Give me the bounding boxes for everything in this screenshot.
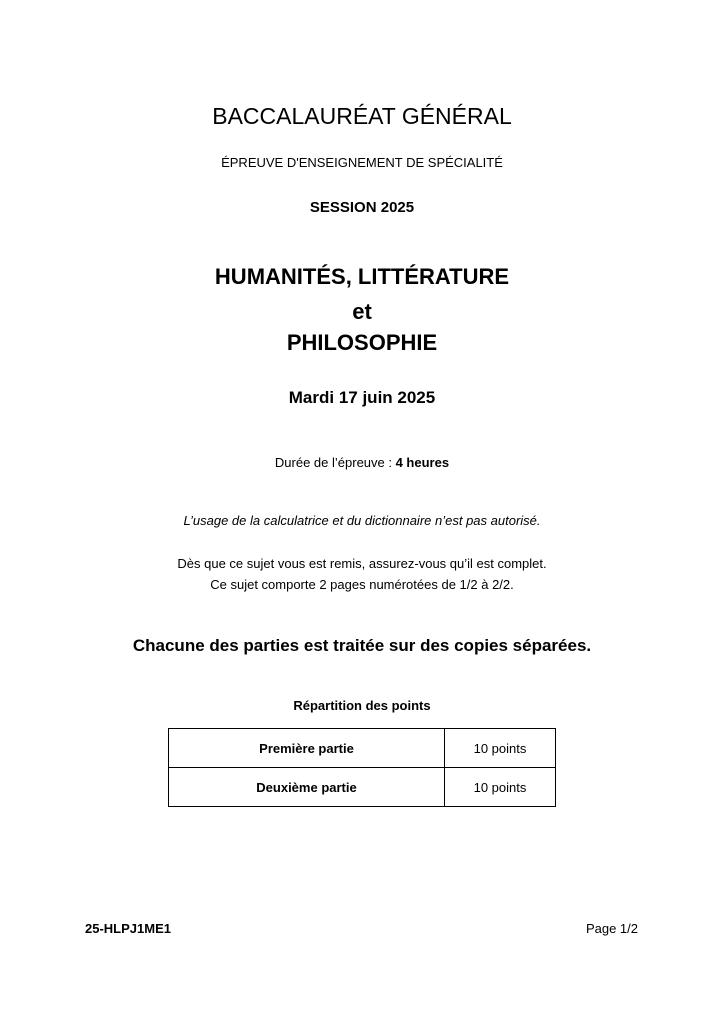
exam-title: BACCALAURÉAT GÉNÉRAL [212,103,512,129]
separate-copies-instruction: Chacune des parties est traitée sur des copies séparées. [132,636,592,655]
table-row [169,768,556,807]
subject-line-2: et [352,299,372,324]
part-points: 10 points [445,768,556,807]
table-row [169,729,556,768]
subject-line-1: HUMANITÉS, LITTÉRATURE [214,264,510,289]
points-table-title: Répartition des points [293,698,431,713]
subject-line-3: PHILOSOPHIE [286,330,438,355]
exam-date: Mardi 17 juin 2025 [288,388,436,407]
page-count-notice: Ce sujet comporte 2 pages numérotées de 1/2 à 2/2. [210,577,514,592]
exam-code: 25-HLPJ1ME1 [85,921,171,936]
part-name: Deuxième partie [169,768,445,807]
exam-session: SESSION 2025 [309,199,415,216]
exam-type: ÉPREUVE D'ENSEIGNEMENT DE SPÉCIALITÉ [221,155,503,170]
completeness-notice: Dès que ce sujet vous est remis, assurez-vous qu’il est complet. [177,556,547,571]
calculator-notice: L’usage de la calculatrice et du dictionnaire n’est pas autorisé. [183,513,541,528]
page-number: Page 1/2 [585,921,638,936]
part-name: Première partie [169,729,445,768]
exam-duration [0,455,724,471]
points-table [168,728,556,807]
part-points: 10 points [445,729,556,768]
duration-value: 4 heures [395,455,450,470]
duration-label: Durée de l’épreuve : [274,455,396,470]
